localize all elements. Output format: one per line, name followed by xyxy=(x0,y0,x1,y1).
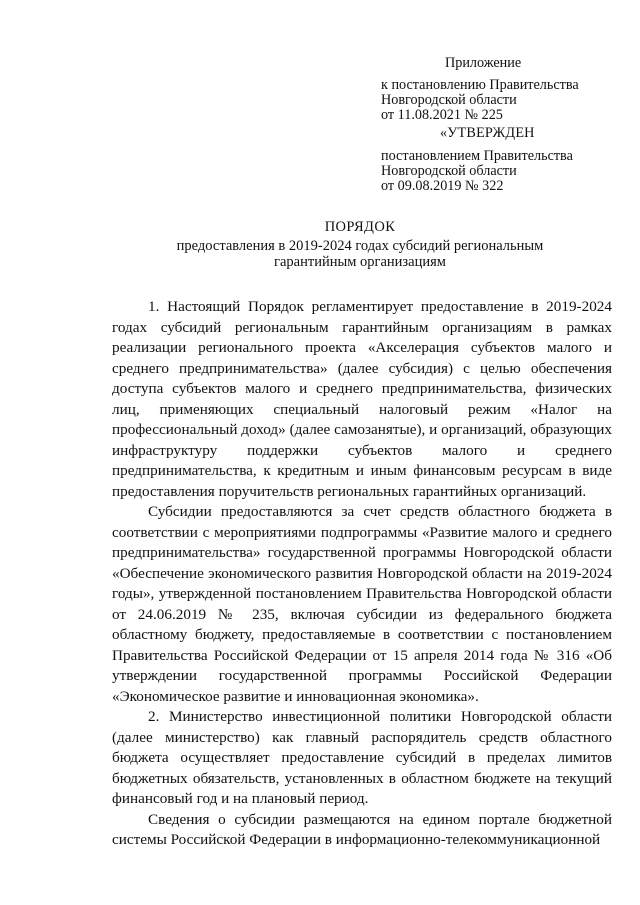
paragraph: 1. Настоящий Порядок регламентирует предоставление в 2019-2024 годах субсидий региональным гарантийным организациям в рамках реализации регионального проекта «Акселерация субъектов малого и среднего предпринимательства» (далее субсидия) с целью обеспечения доступа субъектов малого и среднего предпринимательства, физических лиц, применяющих специальный налоговый режим «Налог на профессиональный доход» (далее самозанятые), и организаций, образующих инфраструктуру поддержки субъектов малого и среднего предпринимательства, к кредитным и иным финансовым ресурсам в виде предоставления поручительств региональных гарантийных организаций. xyxy=(112,298,612,500)
appendix-line: от 11.08.2021 № 225 xyxy=(381,107,503,123)
approval-line: постановлением Правительства xyxy=(381,148,573,164)
document-title: ПОРЯДОК xyxy=(324,219,396,235)
approval-block xyxy=(381,126,621,194)
paragraph: Субсидии предоставляются за счет средств областного бюджета в соответствии с мероприятиями подпрограммы «Развитие малого и среднего предпринимательства» государственной программы Новгородской области «Обеспечение экономического развития Новгородской области на 2019-2024 годы», утвержденной постановлением Правительства Новгородской области от 24.06.2019 № 235, включая субсидии из федерального бюджета областному бюджету, предоставляемые в соответствии с постановлением Правительства Российской Федерации от 15 апреля 2014 года № 316 «Об утверждении государственной программы Российской Федерации «Экономическое развитие и инновационная экономика». xyxy=(112,503,612,705)
appendix-line: Новгородской области xyxy=(381,92,517,108)
appendix-block xyxy=(381,56,621,123)
appendix-heading: Приложение xyxy=(445,55,522,71)
document-subtitle-line: предоставления в 2019-2024 годах субсидий региональным xyxy=(176,238,544,254)
approval-heading: «УТВЕРЖДЕН xyxy=(440,125,535,141)
appendix-line: к постановлению Правительства xyxy=(381,77,579,93)
document-subtitle-line: гарантийным организациям xyxy=(274,254,446,270)
approval-line: Новгородской области xyxy=(381,163,517,179)
approval-line: от 09.08.2019 № 322 xyxy=(381,178,504,194)
paragraph: 2. Министерство инвестиционной политики Новгородской области (далее министерство) как главный распорядитель средств областного бюджета осуществляет предоставление субсидий в пределах лимитов бюджетных обязательств, установленных в областном бюджете на текущий финансовый год и на плановый период. xyxy=(112,708,612,807)
document-body xyxy=(112,297,612,851)
paragraph: Сведения о субсидии размещаются на едином портале бюджетной системы Российской Федерации в информационно-телекоммуникационной xyxy=(112,810,612,848)
document-subtitle xyxy=(60,238,640,270)
